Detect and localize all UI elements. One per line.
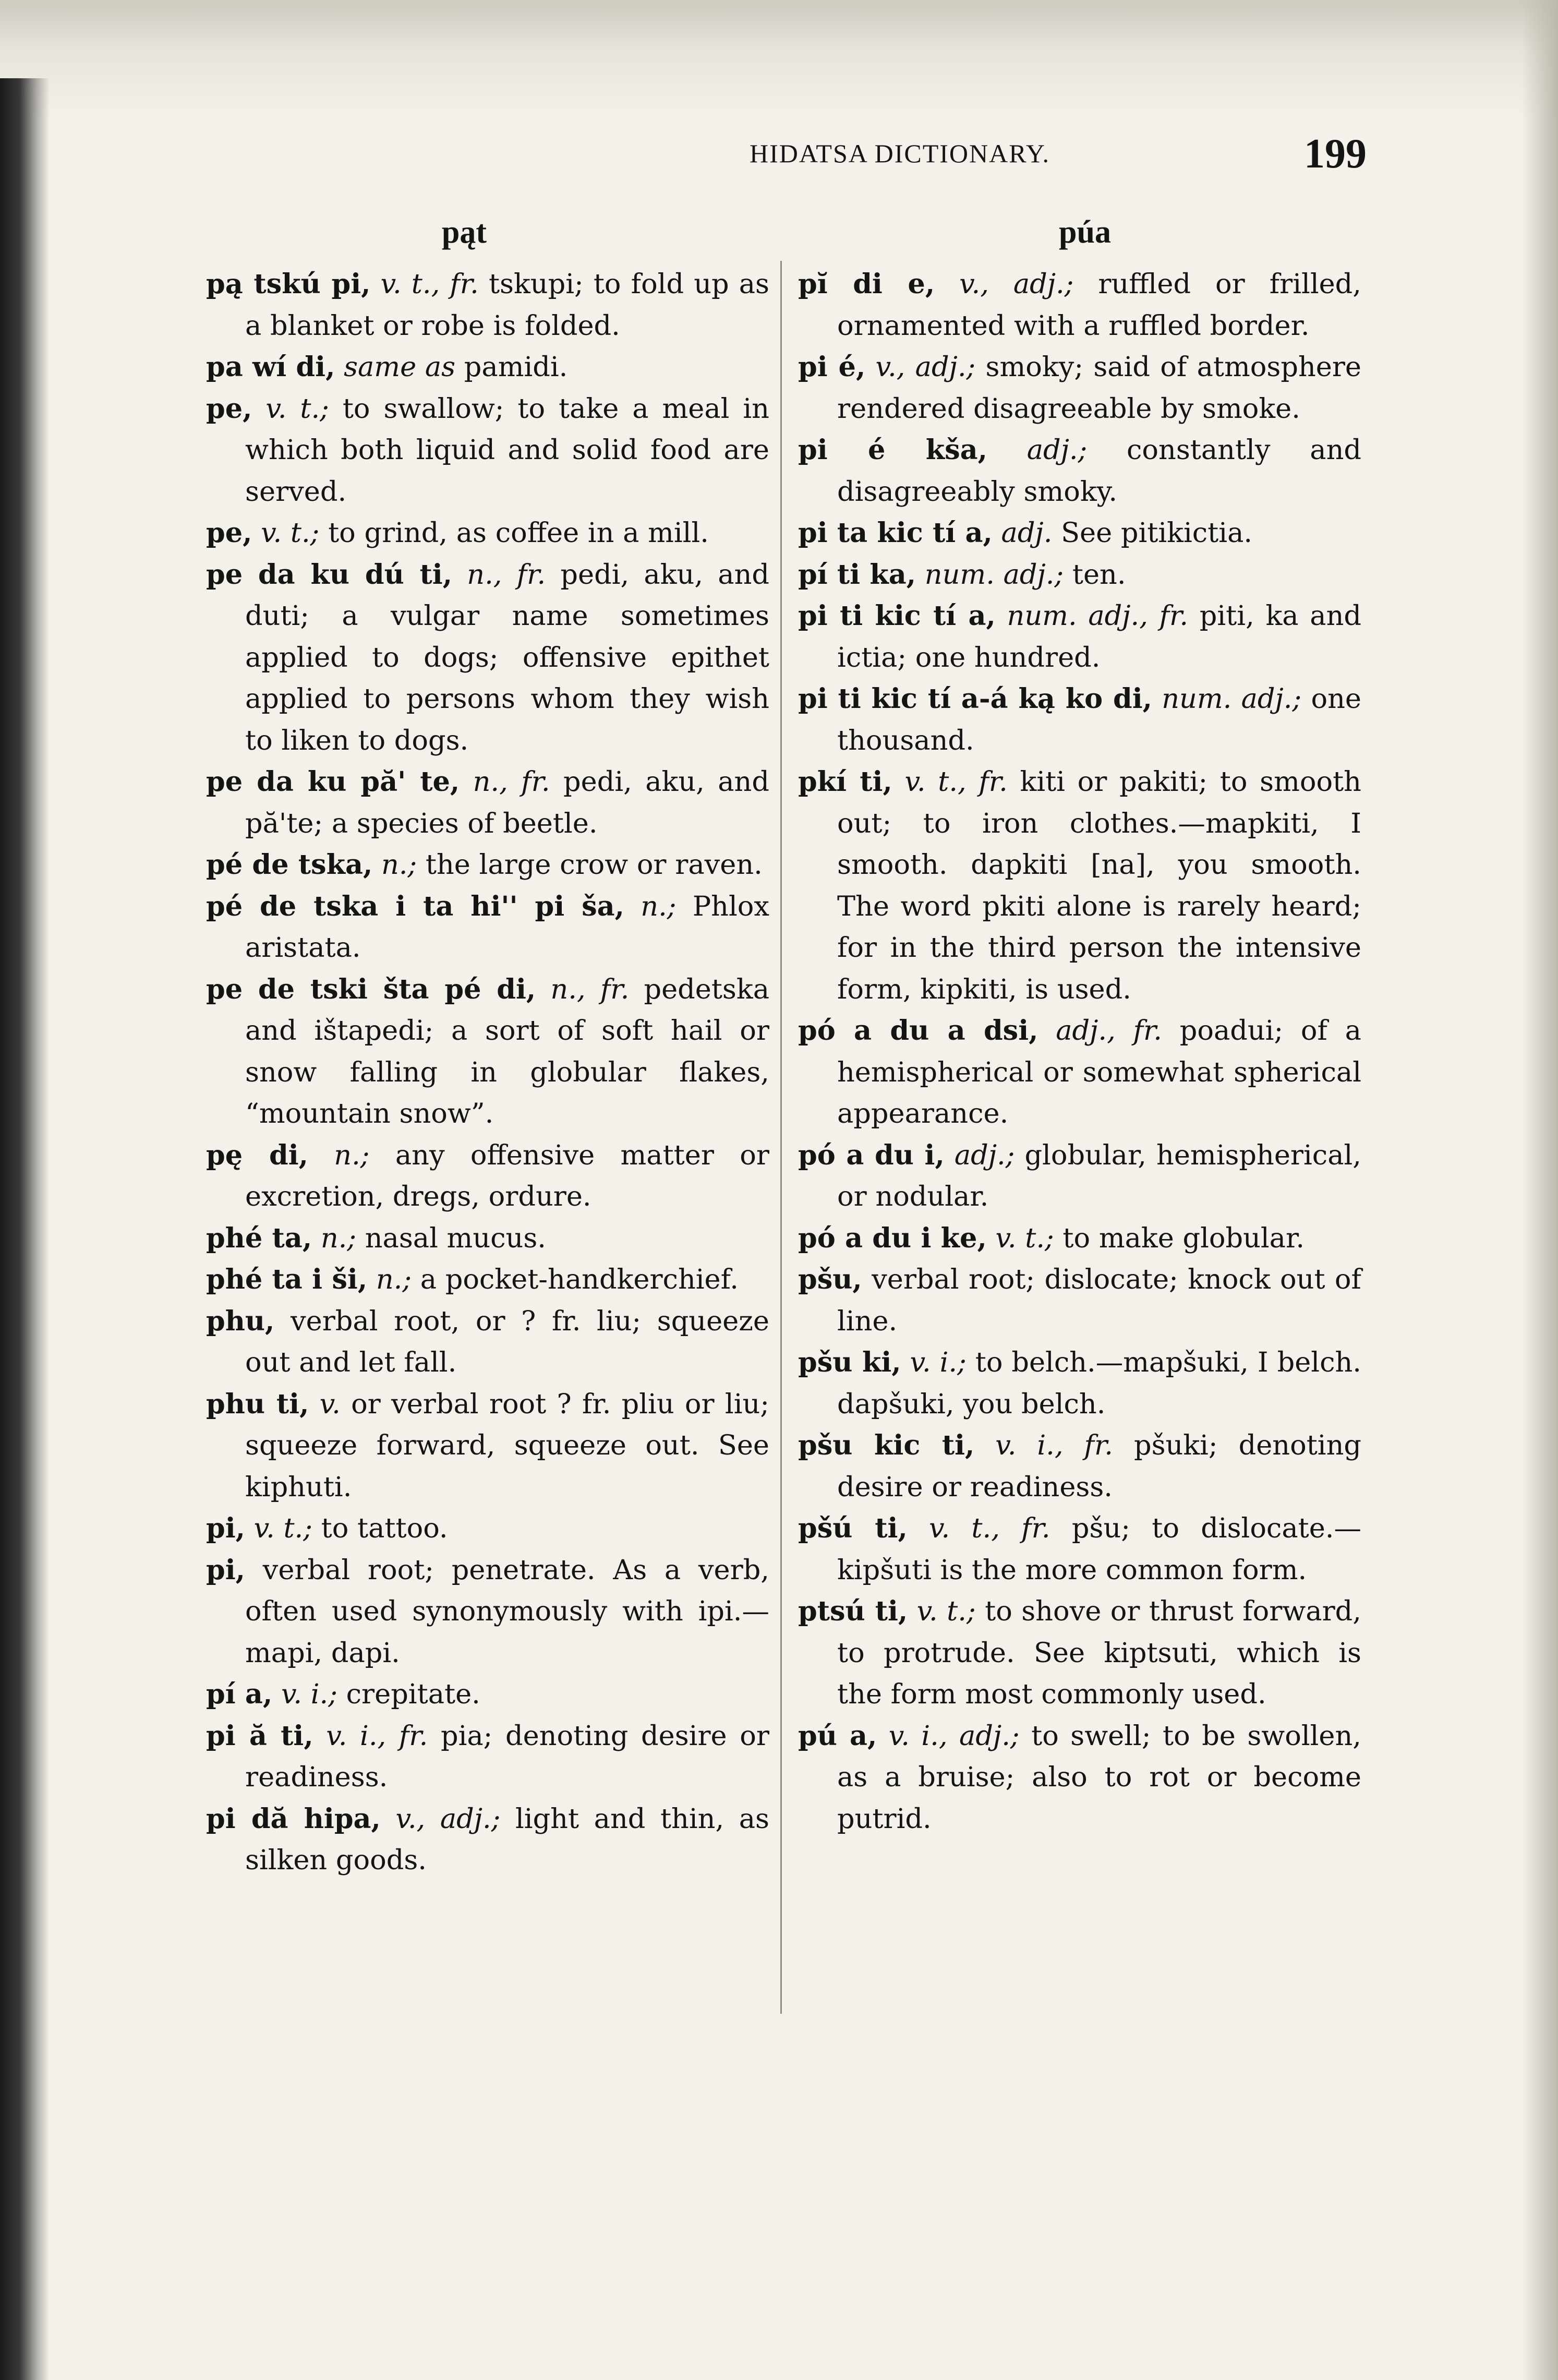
entry-part-of-speech: adj.; xyxy=(954,1139,1015,1171)
dictionary-entry xyxy=(206,1259,769,1301)
entry-definition: tskupi; to fold up as a blanket or robe is folded. xyxy=(245,268,769,342)
dictionary-entry xyxy=(798,429,1361,512)
entry-part-of-speech: v. t., fr. xyxy=(904,766,1008,798)
entry-part-of-speech: v. i.; xyxy=(281,1678,337,1710)
entry-part-of-speech: v. t.; xyxy=(253,1512,312,1544)
entry-headword: pę di, xyxy=(206,1139,308,1171)
entry-part-of-speech: v., adj.; xyxy=(875,351,976,383)
entry-headword: pi ti kic tí a, xyxy=(798,600,996,632)
entry-headword: phu, xyxy=(206,1305,275,1337)
dictionary-entry xyxy=(206,554,769,762)
entry-definition: to make globular. xyxy=(1062,1222,1305,1254)
entry-part-of-speech: v. i., adj.; xyxy=(888,1720,1020,1752)
entry-definition: any offensive matter or excretion, dregs, ordure. xyxy=(245,1139,769,1212)
entry-part-of-speech: v. t.; xyxy=(916,1595,976,1627)
dictionary-entry xyxy=(798,1135,1361,1218)
dictionary-entry xyxy=(206,1218,769,1259)
entry-part-of-speech: v. t.; xyxy=(261,517,320,549)
entry-part-of-speech: adj., fr. xyxy=(1056,1015,1162,1047)
dictionary-entry xyxy=(206,1715,769,1798)
entry-part-of-speech: v., adj.; xyxy=(959,268,1074,300)
entry-definition: pedi, aku, and duti; a vulgar name sometimes applied to dogs; offensive epithet applied to persons whom they wish to liken to dogs. xyxy=(245,558,769,756)
entry-part-of-speech: v. xyxy=(319,1388,341,1420)
entry-headword: pi é, xyxy=(798,351,866,383)
entry-part-of-speech: n.; xyxy=(381,849,417,881)
entry-definition: See pitikictia. xyxy=(1061,517,1253,549)
entry-headword: pé de tska, xyxy=(206,849,373,881)
entry-headword: phé ta, xyxy=(206,1222,312,1254)
entry-part-of-speech: adj. xyxy=(1001,517,1053,549)
entry-part-of-speech: n.; xyxy=(376,1264,412,1295)
dictionary-entry xyxy=(206,1301,769,1384)
entry-headword: pe da ku dú ti, xyxy=(206,558,453,591)
dictionary-entry xyxy=(798,1259,1361,1342)
entry-part-of-speech: n., fr. xyxy=(550,973,630,1005)
entry-definition: to belch.—mapšuki, I belch. dapšuki, you belch. xyxy=(837,1347,1361,1420)
entry-headword: ptsú ti, xyxy=(798,1595,908,1627)
entry-part-of-speech: n., fr. xyxy=(467,558,546,591)
entry-definition: globular, hemispherical, or nodular. xyxy=(837,1139,1361,1212)
entry-part-of-speech: n.; xyxy=(641,890,677,922)
entry-headword: pi é kša, xyxy=(798,434,987,466)
left-column xyxy=(206,263,769,1881)
entry-headword: phu ti, xyxy=(206,1388,309,1420)
guide-word-left: pąt xyxy=(441,214,487,250)
dictionary-entry xyxy=(206,1798,769,1881)
dictionary-entry xyxy=(798,1425,1361,1508)
column-divider xyxy=(780,261,782,2014)
entry-part-of-speech: v. i., fr. xyxy=(995,1429,1113,1461)
entry-headword: pe, xyxy=(206,517,252,549)
dictionary-entry xyxy=(206,388,769,513)
entry-definition: verbal root; penetrate. As a verb, often used synonymously with ipi.—mapi, dapi. xyxy=(245,1554,769,1669)
entry-part-of-speech: n.; xyxy=(320,1222,357,1254)
entry-definition: verbal root, or ? fr. liu; squeeze out and let fall. xyxy=(245,1305,769,1378)
entry-definition: pšu; to dislocate.—kipšuti is the more common form. xyxy=(837,1512,1361,1586)
dictionary-entry xyxy=(798,1342,1361,1425)
entry-definition: crepitate. xyxy=(346,1678,480,1710)
entry-definition: smoky; said of atmosphere rendered disagreeable by smoke. xyxy=(837,351,1361,425)
entry-part-of-speech: same as xyxy=(344,351,456,383)
entry-definition: the large crow or raven. xyxy=(425,849,763,881)
entry-headword: pi dă hipa, xyxy=(206,1802,381,1835)
entry-part-of-speech: v. i., fr. xyxy=(326,1720,428,1752)
dictionary-entry xyxy=(798,1715,1361,1840)
dictionary-entry xyxy=(206,1549,769,1674)
entry-headword: pšú ti, xyxy=(798,1512,908,1544)
dictionary-entry xyxy=(798,512,1361,554)
dictionary-entry xyxy=(206,1384,769,1508)
entry-definition: pamidi. xyxy=(464,351,568,383)
entry-headword: pe de tski šta pé di, xyxy=(206,973,536,1005)
dictionary-entry xyxy=(798,1591,1361,1715)
entry-headword: pí a, xyxy=(206,1678,273,1710)
dictionary-entry xyxy=(206,886,769,969)
entry-part-of-speech: num. adj.; xyxy=(1162,683,1302,715)
entry-headword: phé ta i ši, xyxy=(206,1264,368,1295)
entry-definition: nasal mucus. xyxy=(365,1222,546,1254)
entry-headword: pi, xyxy=(206,1512,245,1544)
book-spine-shadow xyxy=(0,78,50,2380)
entry-part-of-speech: v. t.; xyxy=(995,1222,1054,1254)
entry-definition: constantly and disagreeably smoky. xyxy=(837,434,1361,508)
entry-headword: pĭ di e, xyxy=(798,268,935,300)
page-top-shading xyxy=(0,0,1558,120)
dictionary-entry xyxy=(798,678,1361,761)
dictionary-entry xyxy=(798,595,1361,678)
entry-headword: pe, xyxy=(206,392,252,425)
dictionary-entry xyxy=(798,1010,1361,1135)
dictionary-entry xyxy=(798,346,1361,429)
entry-definition: light and thin, as silken goods. xyxy=(245,1802,769,1876)
entry-definition: to grind, as coffee in a mill. xyxy=(328,517,709,549)
entry-headword: pšu, xyxy=(798,1264,862,1295)
entry-headword: pa wí di, xyxy=(206,351,335,383)
entry-definition: pia; denoting desire or readiness. xyxy=(245,1720,769,1793)
entry-headword: pí ti ka, xyxy=(798,558,916,591)
entry-definition: pšuki; denoting desire or readiness. xyxy=(837,1429,1361,1503)
entry-definition: a pocket-handkerchief. xyxy=(420,1264,739,1295)
entry-definition: ruffled or frilled, ornamented with a ruffled border. xyxy=(837,268,1361,342)
entry-definition: verbal root; dislocate; knock out of line. xyxy=(837,1264,1361,1337)
entry-definition: piti, ka and ictia; one hundred. xyxy=(837,600,1362,674)
entry-headword: pą tskú pi, xyxy=(206,268,371,300)
dictionary-entry xyxy=(206,263,769,346)
entry-headword: pi, xyxy=(206,1554,245,1586)
entry-definition: to shove or thrust forward, to protrude. See kiptsuti, which is the form most commonly used. xyxy=(837,1595,1361,1710)
entry-headword: pšu ki, xyxy=(798,1347,901,1378)
guide-word-right: púa xyxy=(1059,214,1111,250)
entry-headword: pi ti kic tí a-á ką ko di, xyxy=(798,683,1152,715)
dictionary-entry xyxy=(798,1508,1361,1591)
entry-headword: pú a, xyxy=(798,1720,877,1752)
entry-part-of-speech: adj.; xyxy=(1026,434,1088,466)
dictionary-entry xyxy=(206,969,769,1135)
entry-headword: pe da ku pă' te, xyxy=(206,766,460,798)
dictionary-entry xyxy=(798,554,1361,596)
entry-headword: pi ă ti, xyxy=(206,1720,313,1752)
entry-part-of-speech: v., adj.; xyxy=(395,1802,501,1835)
entry-definition: to tattoo. xyxy=(321,1512,448,1544)
entry-definition: to swell; to be swollen, as a bruise; also to rot or become putrid. xyxy=(837,1720,1361,1835)
entry-definition: Phlox aristata. xyxy=(245,890,769,964)
dictionary-entry xyxy=(206,1135,769,1218)
entry-definition: kiti or pakiti; to smooth out; to iron clothes.—mapkiti, I smooth. dapkiti [na], you smooth. The word pkiti alone is rarely heard; for in the third person the intensive form, kipkiti, is used. xyxy=(837,766,1361,1005)
entry-definition: ten. xyxy=(1072,558,1126,591)
page-edge-shading xyxy=(1521,0,1558,2380)
entry-headword: pó a du i ke, xyxy=(798,1222,987,1254)
page-number: 199 xyxy=(1304,131,1367,177)
entry-part-of-speech: num. adj., fr. xyxy=(1007,600,1189,632)
entry-part-of-speech: v. t., fr. xyxy=(929,1512,1050,1544)
entry-headword: pi ta kic tí a, xyxy=(798,517,993,549)
entry-definition: pedetska and ištapedi; a sort of soft hail or snow falling in globular flakes, “mountain snow”. xyxy=(245,973,769,1129)
dictionary-entry xyxy=(206,761,769,844)
entry-definition: pedi, aku, and pă'te; a species of beetle. xyxy=(245,766,769,839)
dictionary-entry xyxy=(206,512,769,554)
entry-headword: pó a du a dsi, xyxy=(798,1015,1038,1047)
entry-part-of-speech: n.; xyxy=(334,1139,370,1171)
entry-part-of-speech: v. t.; xyxy=(265,392,329,425)
dictionary-entry xyxy=(206,1508,769,1549)
entry-headword: pó a du i, xyxy=(798,1139,945,1171)
dictionary-entry xyxy=(798,263,1361,346)
entry-headword: pšu kic ti, xyxy=(798,1429,975,1461)
entry-definition: or verbal root ? fr. pliu or liu; squeeze forward, squeeze out. See kiphuti. xyxy=(245,1388,769,1503)
entry-headword: pkí ti, xyxy=(798,766,892,798)
entry-definition: to swallow; to take a meal in which both liquid and solid food are served. xyxy=(245,392,769,508)
entry-part-of-speech: v. i.; xyxy=(910,1347,967,1378)
dictionary-entry xyxy=(206,844,769,886)
running-head: HIDATSA DICTIONARY. xyxy=(749,139,1050,168)
right-column xyxy=(798,263,1361,1840)
entry-definition: one thousand. xyxy=(837,683,1361,756)
entry-definition: poadui; of a hemispherical or somewhat spherical appearance. xyxy=(837,1015,1361,1129)
dictionary-entry xyxy=(798,761,1361,1010)
dictionary-entry xyxy=(206,346,769,388)
entry-headword: pé de tska i ta hi'' pi ša, xyxy=(206,890,624,922)
entry-part-of-speech: num. adj.; xyxy=(924,558,1064,591)
dictionary-entry xyxy=(798,1218,1361,1259)
entry-part-of-speech: v. t., fr. xyxy=(380,268,479,300)
dictionary-entry xyxy=(206,1674,769,1715)
entry-part-of-speech: n., fr. xyxy=(473,766,550,798)
